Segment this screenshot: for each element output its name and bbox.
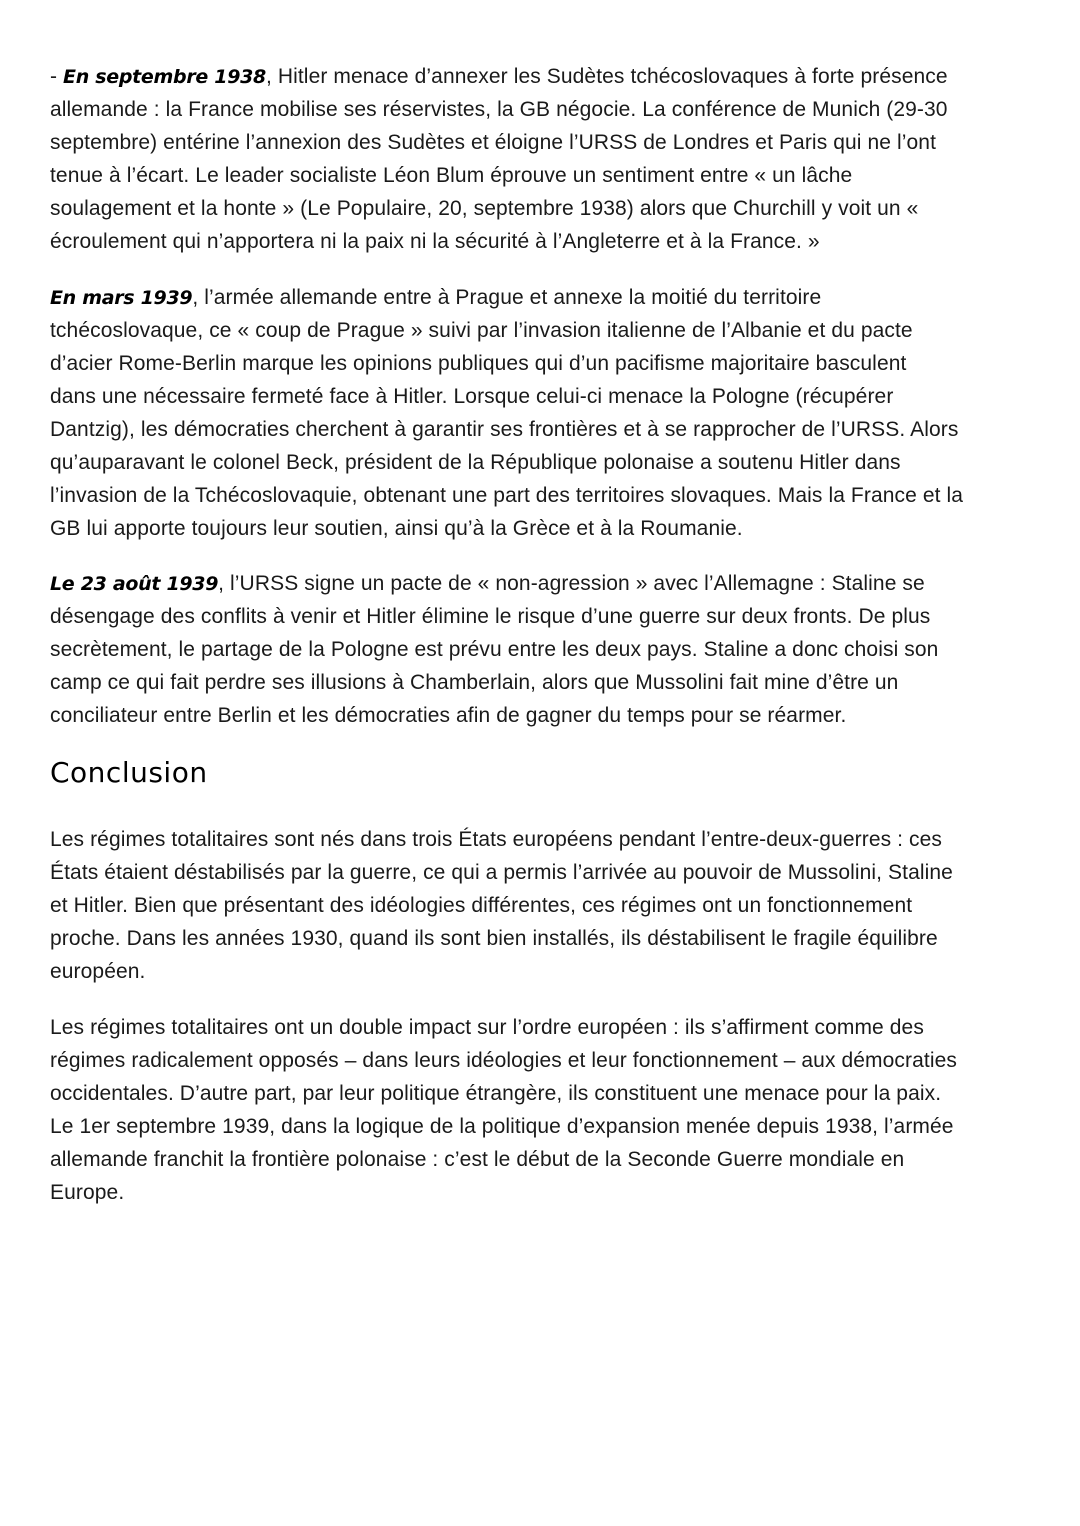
text-line: proche. Dans les années 1930, quand ils sont bien installés, ils déstabilisent le fragile équilibre — [50, 927, 938, 950]
text-line: et Hitler. Bien que présentant des idéologies différentes, ces régimes ont un fonctionnement — [50, 894, 913, 917]
text-line: écroulement qui n’apportera ni la paix ni la sécurité à l’Angleterre et à la France. » — [50, 230, 820, 253]
conclusion-paragraph-2 — [50, 1011, 1050, 1209]
conclusion-heading: Conclusion — [50, 756, 208, 789]
lead-date: En septembre 1938 — [63, 66, 266, 88]
text-line: soulagement et la honte » (Le Populaire, 20, septembre 1938) alors que Churchill y voit un « — [50, 197, 919, 220]
text-line: secrètement, le partage de la Pologne est prévu entre les deux pays. Staline a donc choisi son — [50, 638, 939, 661]
text-line: occidentales. D’autre part, par leur politique étrangère, ils constituent une menace pour la paix. — [50, 1082, 942, 1105]
text-line: , l’armée allemande entre à Prague et annexe la moitié du territoire — [192, 286, 822, 309]
text-line: Europe. — [50, 1181, 125, 1204]
text-line: , Hitler menace d’annexer les Sudètes tchécoslovaques à forte présence — [265, 65, 948, 88]
text-line: , l’URSS signe un pacte de « non-agression » avec l’Allemagne : Staline se — [218, 572, 925, 595]
text-line: tenue à l’écart. Le leader socialiste Léon Blum éprouve un sentiment entre « un lâche — [50, 164, 853, 187]
text-line: allemande : la France mobilise ses réservistes, la GB négocie. La conférence de Munich (29-30 — [50, 98, 948, 121]
text-line: dans une nécessaire fermeté face à Hitler. Lorsque celui-ci menace la Pologne (récupérer — [50, 385, 894, 408]
text-line: européen. — [50, 960, 146, 983]
dash-prefix: - — [50, 65, 64, 88]
text-line: l’invasion de la Tchécoslovaquie, obtenant une part des territoires slovaques. Mais la France et la — [50, 484, 964, 507]
text-line: camp ce qui fait perdre ses illusions à Chamberlain, alors que Mussolini fait mine d’être un — [50, 671, 899, 694]
text-line: allemande franchit la frontière polonaise : c’est le début de la Seconde Guerre mondiale en — [50, 1148, 905, 1171]
text-line: septembre) entérine l’annexion des Sudètes et éloigne l’URSS de Londres et Paris qui ne l’ont — [50, 131, 936, 154]
text-line: conciliateur entre Berlin et les démocraties afin de gagner du temps pour se réarmer. — [50, 704, 847, 727]
text-line: GB lui apporte toujours leur soutien, ainsi qu’à la Grèce et à la Roumanie. — [50, 517, 743, 540]
text-line: tchécoslovaque, ce « coup de Prague » suivi par l’invasion italienne de l’Albanie et du pacte — [50, 319, 913, 342]
paragraph-august-1939 — [50, 567, 1050, 732]
text-line: Les régimes totalitaires ont un double impact sur l’ordre européen : ils s’affirment comme des — [50, 1016, 924, 1039]
paragraph-march-1939 — [50, 281, 1050, 545]
text-line: qu’auparavant le colonel Beck, président de la République polonaise a soutenu Hitler dans — [50, 451, 901, 474]
text-line: États étaient déstabilisés par la guerre, ce qui a permis l’arrivée au pouvoir de Mussolini, Staline — [50, 861, 953, 884]
text-line: d’acier Rome-Berlin marque les opinions publiques qui d’un pacifisme majoritaire basculent — [50, 352, 907, 375]
text-line: régimes radicalement opposés – dans leurs idéologies et leur fonctionnement – aux démocraties — [50, 1049, 957, 1072]
paragraph-september-1938 — [50, 60, 1050, 258]
text-line: Le 1er septembre 1939, dans la logique de la politique d’expansion menée depuis 1938, l’armée — [50, 1115, 954, 1138]
lead-date: Le 23 août 1939 — [50, 573, 219, 595]
text-line: Les régimes totalitaires sont nés dans trois États européens pendant l’entre-deux-guerres : ces — [50, 828, 942, 851]
text-line: Dantzig), les démocraties cherchent à garantir ses frontières et à se rapprocher de l’URSS. Alors — [50, 418, 959, 441]
lead-date: En mars 1939 — [50, 287, 193, 309]
conclusion-paragraph-1 — [50, 823, 1050, 988]
text-line: désengage des conflits à venir et Hitler élimine le risque d’une guerre sur deux fronts. De plus — [50, 605, 931, 628]
